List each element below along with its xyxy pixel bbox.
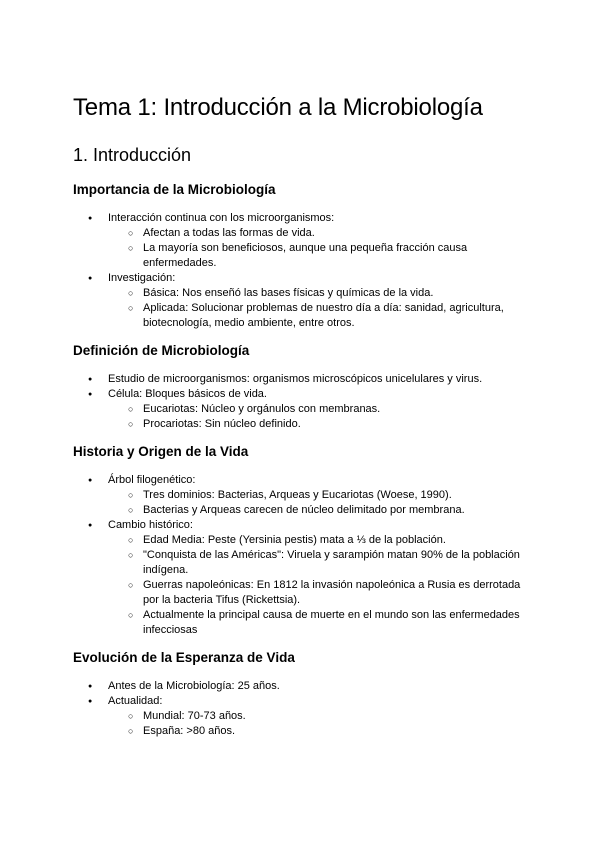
list-item	[73, 387, 533, 432]
sub-list-item: ○ Aplicada: Solucionar problemas de nuestro día a día: sanidad, agricultura, biotecnología, medio ambiente, entre otros.	[73, 301, 533, 331]
bullet-list	[73, 679, 533, 739]
sub-list	[108, 226, 533, 271]
sub-list-item: ○ España: >80 años.	[73, 724, 533, 739]
list-item-text: Estudio de microorganismos: organismos microscópicos unicelulares y virus.	[108, 373, 483, 385]
sub-list-item: ○ Actualmente la principal causa de muerte en el mundo son las enfermedades infecciosas	[73, 608, 533, 638]
sub-list-item: ○ "Conquista de las Américas": Viruela y sarampión matan 90% de la población indígena.	[73, 548, 533, 578]
list-item-text: Antes de la Microbiología: 25 años.	[108, 680, 280, 692]
list-item	[73, 372, 533, 387]
sub-list-item: ○ Tres dominios: Bacterias, Arqueas y Eucariotas (Woese, 1990).	[73, 488, 533, 503]
list-item-text: Cambio histórico:	[108, 519, 193, 531]
sub-list	[108, 533, 533, 638]
list-item-text: Actualidad:	[108, 695, 163, 707]
sub-list-item: ○ Bacterias y Arqueas carecen de núcleo delimitado por membrana.	[73, 503, 533, 518]
sub-list-item: ○ Mundial: 70-73 años.	[73, 709, 533, 724]
sub-list-item: ○ Eucariotas: Núcleo y orgánulos con membranas.	[73, 402, 533, 417]
list-item	[73, 473, 533, 518]
document-title: Tema 1: Introducción a la Microbiología	[73, 94, 483, 121]
list-item-text: Árbol filogenético:	[108, 474, 196, 486]
bullet-list	[73, 473, 533, 638]
list-item	[73, 694, 533, 739]
list-item	[73, 518, 533, 638]
sub-list	[108, 709, 533, 739]
section-heading: 1. Introducción	[73, 145, 192, 165]
sub-list-item: ○ La mayoría son beneficiosos, aunque una pequeña fracción causa enfermedades.	[73, 241, 533, 271]
sub-list	[108, 402, 533, 432]
subsection-heading: Definición de Microbiología	[73, 343, 250, 358]
sub-list	[108, 488, 533, 518]
sub-list-item: ○ Guerras napoleónicas: En 1812 la invasión napoleónica a Rusia es derrotada por la bacteria Tifus (Rickettsia).	[73, 578, 533, 608]
list-item-text: Célula: Bloques básicos de vida.	[108, 388, 267, 400]
list-item-text: Investigación:	[108, 272, 176, 284]
list-item	[73, 211, 533, 271]
sub-list-item: ○ Edad Media: Peste (Yersinia pestis) mata a ⅓ de la población.	[73, 533, 533, 548]
bullet-list	[73, 372, 533, 432]
sub-list-item: ○ Afectan a todas las formas de vida.	[73, 226, 533, 241]
subsection-heading: Historia y Origen de la Vida	[73, 444, 249, 459]
subsection-heading: Evolución de la Esperanza de Vida	[73, 650, 295, 665]
list-item-text: Interacción continua con los microorganismos:	[108, 212, 335, 224]
sub-list-item: ○ Procariotas: Sin núcleo definido.	[73, 417, 533, 432]
list-item	[73, 679, 533, 694]
sub-list	[108, 286, 533, 331]
sub-list-item: ○ Básica: Nos enseñó las bases físicas y químicas de la vida.	[73, 286, 533, 301]
subsection-heading: Importancia de la Microbiología	[73, 182, 276, 197]
bullet-list	[73, 211, 533, 331]
list-item	[73, 271, 533, 331]
